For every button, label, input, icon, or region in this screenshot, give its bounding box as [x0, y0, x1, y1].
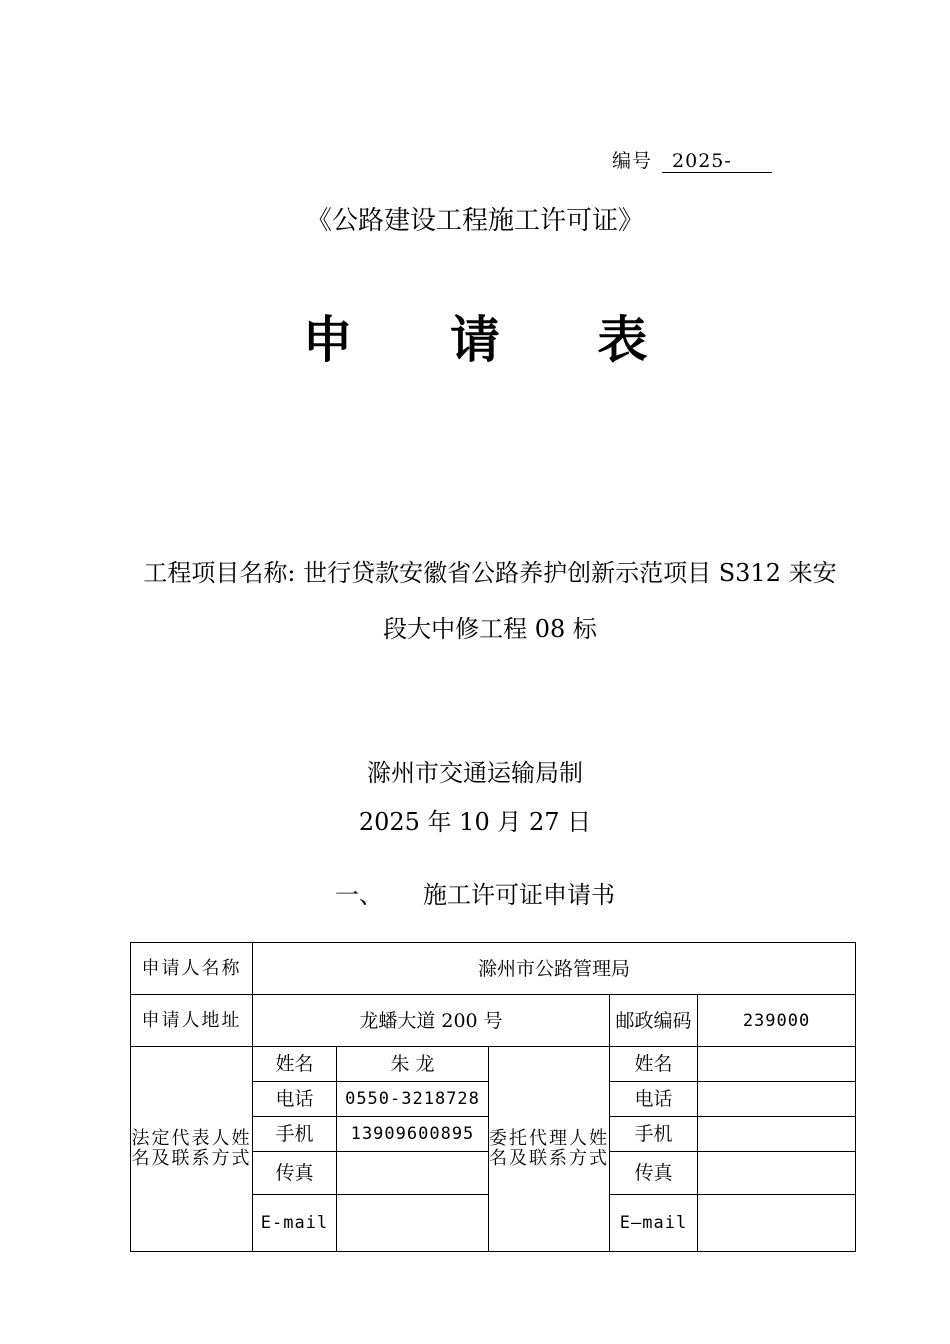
agent-email-value	[698, 1195, 856, 1252]
agent-phone-value	[698, 1082, 856, 1117]
legal-rep-label: 法定代表人姓名及联系方式	[131, 1047, 253, 1252]
agent-name-value	[698, 1047, 856, 1082]
postcode-value: 239000	[698, 995, 856, 1047]
agent-phone-label: 电话	[610, 1082, 698, 1117]
serial-label: 编号	[612, 150, 653, 172]
agent-email-label: E—mail	[610, 1195, 698, 1252]
agent-label: 委托代理人姓名及联系方式	[489, 1047, 610, 1252]
certificate-title: 《公路建设工程施工许可证》	[305, 206, 644, 236]
legal-rep-name-label: 姓名	[253, 1047, 337, 1082]
legal-rep-name-value: 朱 龙	[337, 1047, 489, 1082]
legal-rep-phone-value: 0550-3218728	[337, 1082, 489, 1117]
legal-rep-phone-label: 电话	[253, 1082, 337, 1117]
issue-date: 2025 年 10 月 27 日	[358, 808, 592, 836]
project-name-line2: 段大中修工程 08 标	[383, 615, 597, 643]
agent-name-label: 姓名	[610, 1047, 698, 1082]
serial-number	[612, 146, 772, 173]
section-number: 一、	[335, 881, 383, 909]
project-name	[120, 545, 860, 657]
agent-fax-value	[698, 1152, 856, 1195]
legal-rep-mobile-value: 13909600895	[337, 1117, 489, 1152]
application-table	[130, 942, 856, 1252]
agent-fax-label: 传真	[610, 1152, 698, 1195]
section-heading	[0, 875, 950, 910]
issuer: 滁州市交通运输局制	[367, 759, 583, 787]
project-name-line1: 工程项目名称: 世行贷款安徽省公路养护创新示范项目 S312 来安	[143, 559, 837, 587]
applicant-address-value: 龙蟠大道 200 号	[253, 995, 610, 1047]
agent-mobile-value	[698, 1117, 856, 1152]
serial-value: 2025-	[662, 150, 772, 173]
agent-mobile-label: 手机	[610, 1117, 698, 1152]
legal-rep-email-value	[337, 1195, 489, 1252]
legal-rep-email-label: E-mail	[253, 1195, 337, 1252]
legal-rep-mobile-label: 手机	[253, 1117, 337, 1152]
legal-rep-fax-label: 传真	[253, 1152, 337, 1195]
applicant-name-label: 申请人名称	[131, 943, 253, 995]
form-title: 申 请 表	[302, 310, 688, 369]
applicant-name-value: 滁州市公路管理局	[253, 943, 856, 995]
section-title: 施工许可证申请书	[423, 881, 615, 909]
applicant-address-label: 申请人地址	[131, 995, 253, 1047]
legal-rep-fax-value	[337, 1152, 489, 1195]
postcode-label: 邮政编码	[610, 995, 698, 1047]
